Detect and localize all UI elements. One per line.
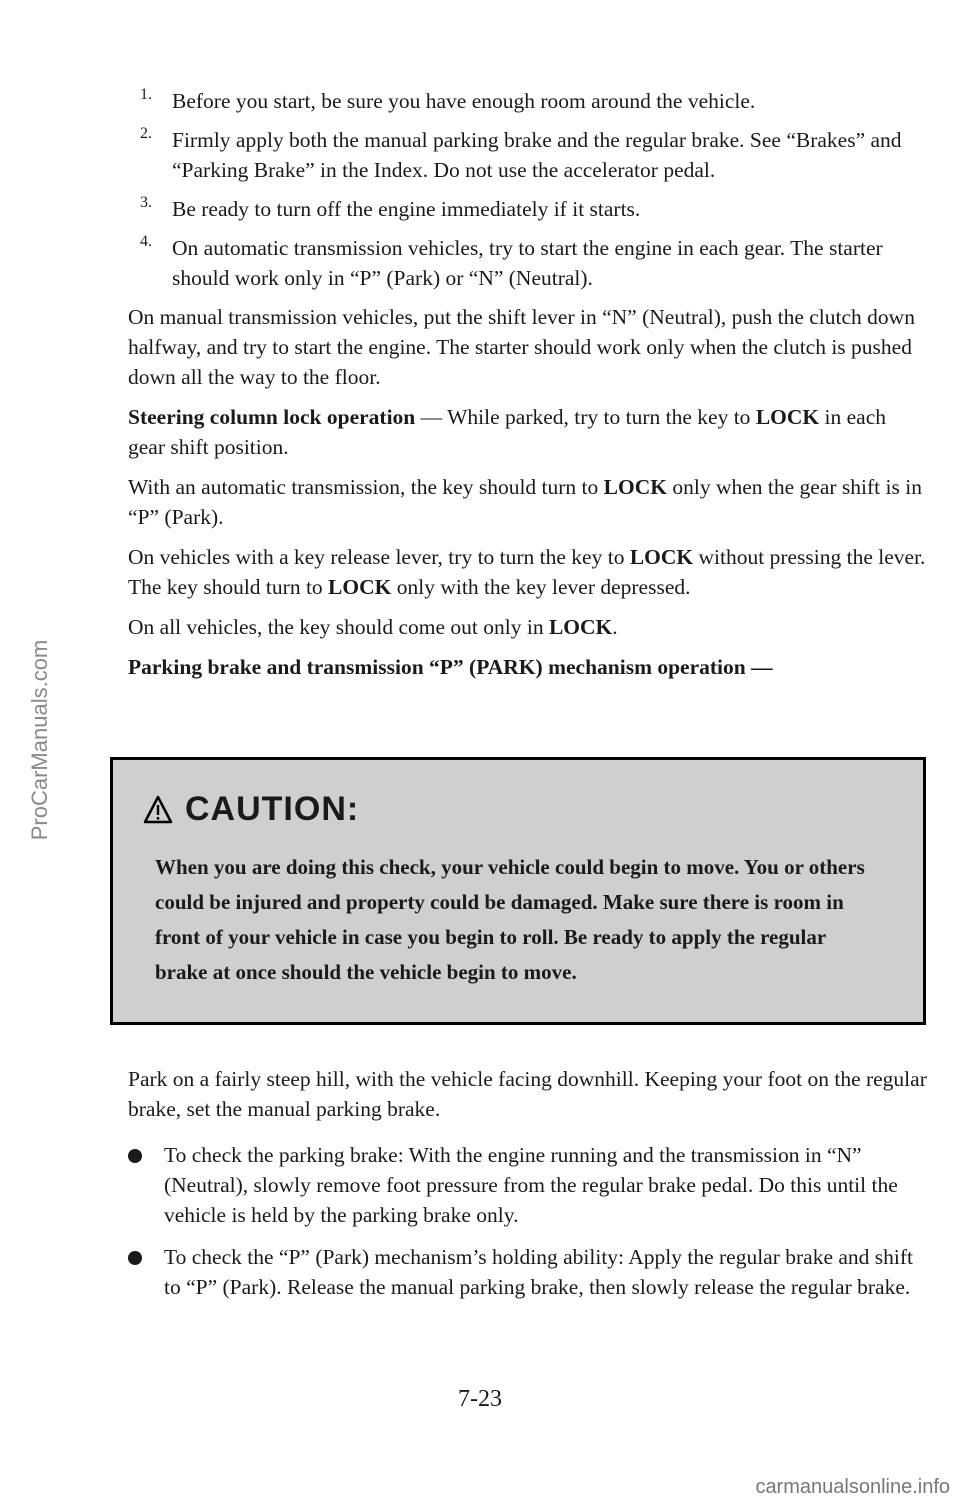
side-watermark bbox=[20, 560, 60, 920]
text-run: On all vehicles, the key should come out only in bbox=[128, 615, 549, 639]
bullet-text: To check the “P” (Park) mechanism’s holding ability: Apply the regular brake and shift to “P” (Park). Release the manual parking brake, then slowly release the regular brake. bbox=[164, 1245, 914, 1299]
list-number: 2. bbox=[140, 125, 152, 142]
text-run: On vehicles with a key release lever, try to turn the key to bbox=[128, 545, 630, 569]
lock-keyword: LOCK bbox=[548, 615, 613, 639]
list-item bbox=[128, 194, 928, 224]
text-run: only when the gear shift is in “P” (Park). bbox=[128, 475, 922, 529]
text-run: in each gear shift position. bbox=[128, 405, 886, 459]
side-watermark-text: ProCarManuals.com bbox=[27, 639, 52, 841]
list-text: Before you start, be sure you have enough room around the vehicle. bbox=[172, 89, 756, 113]
caution-title: CAUTION: bbox=[185, 790, 360, 828]
text-run: . bbox=[612, 615, 618, 639]
dash: — bbox=[415, 405, 448, 429]
text-run: While parked, try to turn the key to bbox=[447, 405, 756, 429]
steering-heading: Steering column lock operation bbox=[128, 405, 416, 429]
manual-transmission-paragraph: On manual transmission vehicles, put the shift lever in “N” (Neutral), push the clutch down halfway, and try to start the engine. The starter should work only when the clutch is pushed down all the way to the floor. bbox=[128, 305, 915, 389]
bullet-icon bbox=[128, 1149, 142, 1163]
text-run: without pressing the lever. The key should turn to bbox=[128, 545, 926, 599]
list-text: On automatic transmission vehicles, try to start the engine in each gear. The starter should work only in “P” (Park) or “N” (Neutral). bbox=[172, 236, 883, 290]
all-vehicles-paragraph bbox=[128, 612, 928, 642]
lock-keyword: LOCK bbox=[328, 575, 392, 599]
caution-header bbox=[143, 790, 359, 829]
list-text: Firmly apply both the manual parking brake and the regular brake. See “Brakes” and “Parking Brake” in the Index. Do not use the accelerator pedal. bbox=[172, 128, 902, 182]
parking-heading-text: Parking brake and transmission “P” (PARK) mechanism operation — bbox=[128, 655, 773, 679]
list-text: Be ready to turn off the engine immediately if it starts. bbox=[172, 197, 641, 221]
automatic-transmission-paragraph bbox=[128, 472, 928, 532]
caution-box bbox=[110, 757, 926, 1025]
list-item bbox=[128, 86, 928, 116]
main-content bbox=[128, 86, 928, 692]
key-release-paragraph bbox=[128, 542, 928, 602]
lock-keyword: LOCK bbox=[603, 475, 667, 499]
page-number: 7-23 bbox=[458, 1386, 502, 1412]
park-on-hill-paragraph: Park on a fairly steep hill, with the vehicle facing downhill. Keeping your foot on the regular brake, set the manual parking brake. bbox=[128, 1067, 927, 1121]
lower-content bbox=[128, 1064, 928, 1314]
warning-triangle-icon bbox=[143, 795, 173, 825]
lock-keyword: LOCK bbox=[629, 545, 694, 569]
text-run: only with the key lever depressed. bbox=[391, 575, 691, 599]
caution-text: When you are doing this check, your vehicle could begin to move. You or others could be injured and property could be damaged. Make sure there is room in front of your vehicle in case you begin to roll. Be ready to apply the regular brake at once should the vehicle begin to move. bbox=[155, 855, 865, 984]
bullet-item bbox=[128, 1140, 928, 1230]
list-item bbox=[128, 233, 928, 293]
list-item bbox=[128, 125, 928, 185]
parking-brake-heading bbox=[128, 652, 928, 682]
list-number: 1. bbox=[140, 86, 152, 103]
bullet-icon bbox=[128, 1251, 142, 1265]
steering-lock-paragraph bbox=[128, 402, 928, 462]
list-number: 4. bbox=[140, 233, 152, 250]
list-number: 3. bbox=[140, 194, 152, 211]
text-run: With an automatic transmission, the key should turn to bbox=[128, 475, 604, 499]
bullet-item bbox=[128, 1242, 928, 1302]
lock-keyword: LOCK bbox=[755, 405, 820, 429]
bullet-text: To check the parking brake: With the engine running and the transmission in “N” (Neutral), slowly remove foot pressure from the regular brake pedal. Do this until the vehicle is held by the parking brake only. bbox=[164, 1143, 898, 1227]
footer-watermark: carmanualsonline.info bbox=[755, 1476, 950, 1498]
